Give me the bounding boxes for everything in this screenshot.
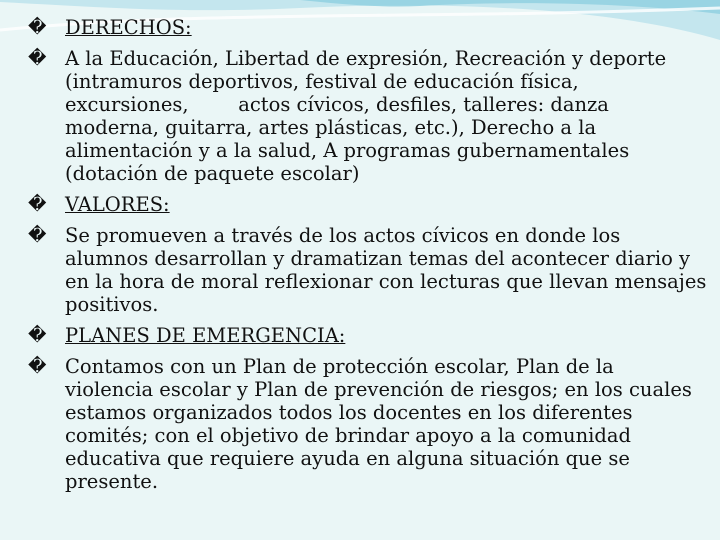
bullet-icon: � <box>28 325 47 346</box>
heading-planes <box>28 324 708 347</box>
paragraph-valores-text: Se promueven a través de los actos cívicos en donde los alumnos desarrollan y dramatizan temas del acontecer diario y en la hora de moral reflexionar con lecturas que llevan mensajes positivos. <box>65 224 707 316</box>
bullet-icon: � <box>28 17 47 38</box>
bullet-icon: � <box>28 356 47 377</box>
bullet-icon: � <box>28 225 47 246</box>
paragraph-derechos-text: A la Educación, Libertad de expresión, Recreación y deporte (intramuros deportivos, festival de educación física, excursiones, actos cívicos, desfiles, talleres: danza moderna, guitarra, artes plásticas, etc.), Derecho a la alimentación y a la salud, A programas gubernamentales (dotación de paquete escolar) <box>65 47 673 185</box>
bullet-icon: � <box>28 48 47 69</box>
paragraph-derechos <box>28 47 708 185</box>
slide-content <box>28 16 708 501</box>
heading-planes-text: PLANES DE EMERGENCIA: <box>65 324 346 347</box>
heading-valores <box>28 193 708 216</box>
heading-derechos <box>28 16 708 39</box>
heading-valores-text: VALORES: <box>65 193 170 216</box>
heading-derechos-text: DERECHOS: <box>65 16 192 39</box>
paragraph-planes-text: Contamos con un Plan de protección escolar, Plan de la violencia escolar y Plan de prevención de riesgos; en los cuales estamos organizados todos los docentes en los diferentes comités; con el objetivo de brindar apoyo a la comunidad educativa que requiere ayuda en alguna situación que se presente. <box>65 355 692 493</box>
bullet-icon: � <box>28 194 47 215</box>
paragraph-planes <box>28 355 708 493</box>
paragraph-valores <box>28 224 708 316</box>
